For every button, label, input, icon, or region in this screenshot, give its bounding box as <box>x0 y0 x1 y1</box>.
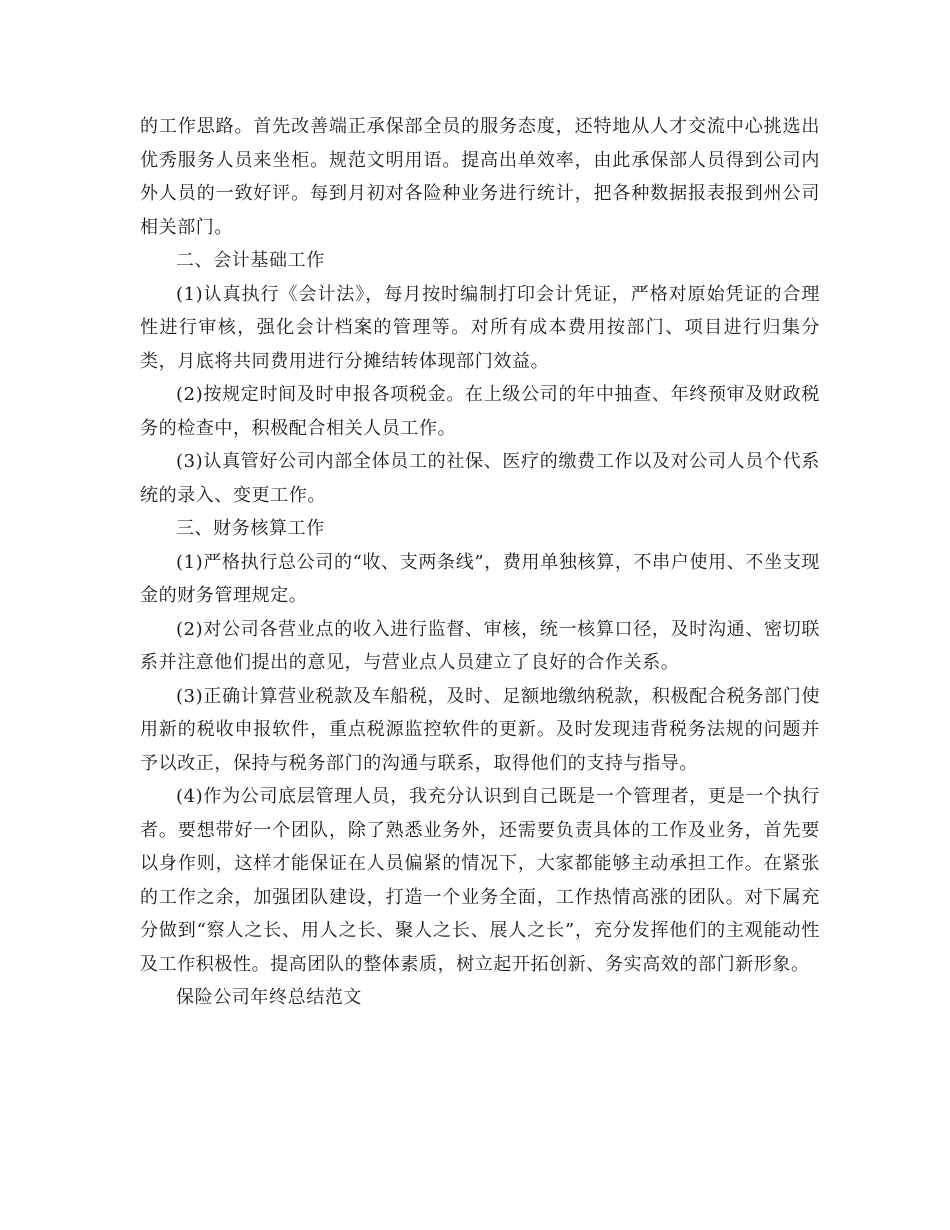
section-heading-accounting-basics: 二、会计基础工作 <box>176 250 325 271</box>
section-heading-financial-accounting: 三、财务核算工作 <box>176 518 325 539</box>
paragraph-accounting-3: (3)认真管好公司内部全体员工的社保、医疗的缴费工作以及对公司人员个代系统的录入、变更工作。 <box>140 451 820 506</box>
paragraph-financial-4: (4)作为公司底层管理人员，我充分认识到自己既是一个管理者，更是一个执行者。要想带好一个团队，除了熟悉业务外，还需要负责具体的工作及业务，首先要以身作则，这样才能保证在人员偏紧的情况下，大家都能够主动承担工作。在紧张的工作之余，加强团队建设，打造一个业务全面，工作热情高涨的团队。对下属充分做到“察人之长、用人之长、聚人之长、展人之长”，充分发挥他们的主观能动性及工作积极性。提高团队的整体素质，树立起开拓创新、务实高效的部门新形象。 <box>140 786 820 975</box>
paragraph-accounting-2: (2)按规定时间及时申报各项税金。在上级公司的年中抽查、年终预审及财政税务的检查中，积极配合相关人员工作。 <box>140 384 820 439</box>
paragraph-accounting-1: (1)认真执行《会计法》，每月按时编制打印会计凭证，严格对原始凭证的合理性进行审核，强化会计档案的管理等。对所有成本费用按部门、项目进行归集分类，月底将共同费用进行分摊结转体现部门效益。 <box>140 283 820 372</box>
paragraph-financial-1: (1)严格执行总公司的“收、支两条线”，费用单独核算，不串户使用、不坐支现金的财务管理规定。 <box>140 551 820 606</box>
document-title-line: 保险公司年终总结范文 <box>176 987 362 1008</box>
paragraph-financial-3: (3)正确计算营业税款及车船税，及时、足额地缴纳税款，积极配合税务部门使用新的税收申报软件，重点税源监控软件的更新。及时发现违背税务法规的问题并予以改正，保持与税务部门的沟通与联系，取得他们的支持与指导。 <box>140 685 820 774</box>
paragraph-continuation: 的工作思路。首先改善端正承保部全员的服务态度，还特地从人才交流中心挑选出优秀服务人员来坐柜。规范文明用语。提高出单效率，由此承保部人员得到公司内外人员的一致好评。每到月初对各险种业务进行统计，把各种数据报表报到州公司相关部门。 <box>140 116 820 238</box>
document-body <box>140 110 820 1015</box>
paragraph-financial-2: (2)对公司各营业点的收入进行监督、审核，统一核算口径，及时沟通、密切联系并注意他们提出的意见，与营业点人员建立了良好的合作关系。 <box>140 618 820 673</box>
